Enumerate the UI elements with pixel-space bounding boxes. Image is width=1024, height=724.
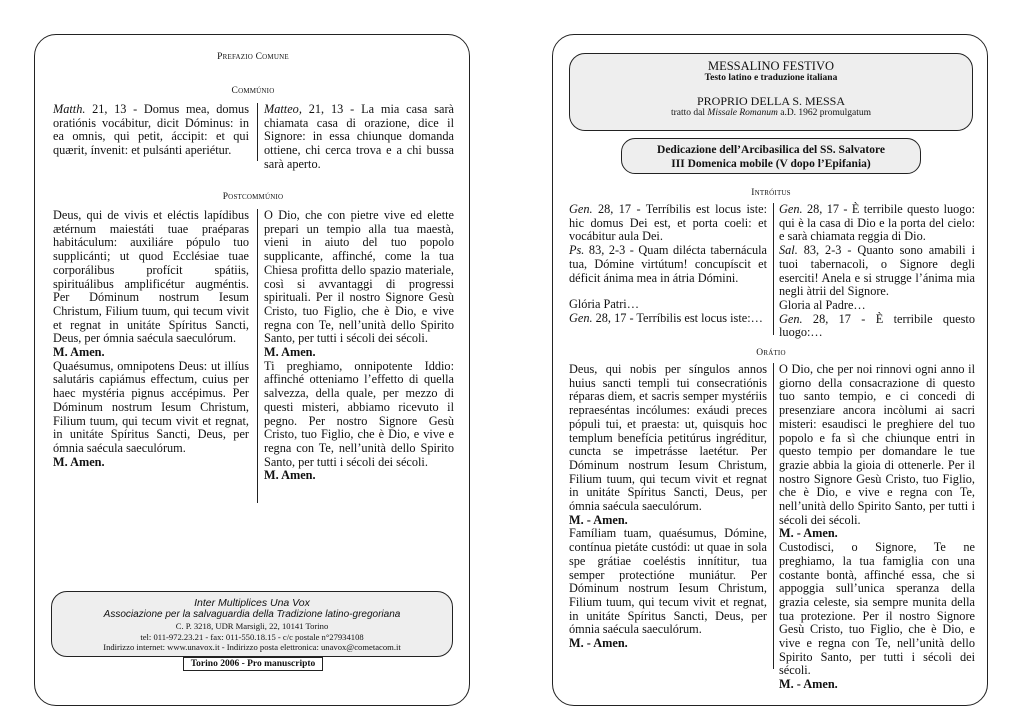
post-it-amen-2: M. Amen. (264, 468, 316, 483)
post-latin-2: Quaésumus, omnipotens Deus: ut illíus salutáris capiámus effectum, cuius per haec mystéria pignus accépimus. Per Dóminum nostrum Iesum Christum, Filium tuum, qui tecum vivit et regnat, in unitáte Spíritus Sancti, Deus, per ómnia saécula saeculórum. (53, 358, 249, 455)
oratio-latin-amen-2: M. - Amen. (569, 636, 628, 651)
postcommunio-italian (264, 209, 454, 483)
column-divider (257, 209, 258, 503)
postcommunio-latin (53, 209, 249, 469)
post-latin-amen-2: M. Amen. (53, 454, 105, 469)
footer-subtitle: Associazione per la salvaguardia della Tradizione latino-gregoriana (103, 609, 401, 620)
post-latin-1: Deus, qui de vivis et eléctis lapídibus ætérnum maiestáti tuae praéparas habitáculum: auxiliáre pópulo tuo supplicánti; ut quod Ecclésiae tuae corporálibus profícit spátiis, spirituálibus amplificétur augméntis. Per Dóminum nostrum Iesum Christum, Filium tuum, qui tecum vivit et regnat in unitáte Spíritus Sancti, Deus, per ómnia saécula saeculórum. (53, 208, 249, 346)
communio-latin-ref: Matth. (53, 102, 86, 116)
oratio-it-2: Custodisci, o Signore, Te ne preghiamo, la tua famiglia con una costante bontà, affinché essa, che si appoggia sull’unica speranza della grazia celeste, sia sempre munita della tua protezione. Per il nostro Signore Gesù Cristo, tuo Figlio, che è Dio, e vive e regna con Te, nell’unità dello Spirito Santo, per tutti i sécoli dei sécoli. (779, 540, 975, 678)
footer-phone: tel: 011-972.23.21 - fax: 011-550.18.15 - c/c postale n°27934108 (140, 631, 364, 642)
right-page (552, 34, 988, 706)
column-divider (257, 103, 258, 161)
left-page (34, 34, 470, 706)
post-it-1: O Dio, che con pietre vive ed elette prepari un tempio alla tua maestà, vieni in aiuto del tuo popolo supplicante, affinché, come la tua Chiesa profitta dello spazio materiale, così si avvantaggi di progressi spirituali. Per il nostro Signore Gesù Cristo, tuo Figlio, che è Dio, e vive regna con Te, nell’unità dello Spirito Santo, per tutti i sécoli dei sécoli. (264, 208, 454, 346)
oratio-latin-2: Famíliam tuam, quaésumus, Dómine, contínua pietáte custódi: ut quae in sola spe grátiae coeléstis innítitur, tua semper protectióne muniátur. Per Dóminum nostrum Iesum Christum, Filium tuum, qui tecum vivit et regnat, in unitáte Spíritus Sancti, Deus, per ómnia saécula saeculórum. (569, 526, 767, 637)
section-prefazio: Prefazio Comune (217, 52, 289, 62)
oratio-latin (569, 363, 767, 651)
section-postcommunio: Postcommúnio (222, 192, 284, 202)
communio-latin-text: 21, 13 - Domus mea, domus oratiónis vocábitur, dicit Dóminus: in ea omnis, qui petit, áccipit: et qui quærit, ínvenit: et pulsánti aperiétur. (53, 102, 249, 158)
occasion-line1: Dedicazione dell’Arcibasilica del SS. Salvatore (657, 144, 885, 156)
oratio-latin-1: Deus, qui nobis per síngulos annos huius sancti templi tui consecratiónis réparas diem, et sacris semper mystériis repraeséntas incólumes: exáudi preces pópuli tui, et praesta: ut, quisquis hoc templum benefícia petitúrus ingréditur, cuncta se impetrásse laetétur. Per Dóminum nostrum Iesum Christum, Filium tuum, qui tecum vivit et regnat in unitáte Spíritus Sancti, Deus, per ómnia saécula saeculórum. (569, 362, 767, 514)
post-it-2: Ti preghiamo, onnipotente Iddio: affinché otteniamo l’effetto di quella salvezza, della quale, per mezzo di questi misteri, abbiamo ricevuto il pegno. Per nostro Signore Gesù Cristo, tuo Figlio, che è Dio, e vive e regna con Te, nell’unità dello Spirito Santo, per tutti i sécoli dei sécoli. (264, 358, 454, 469)
section-oratio: Orátio (756, 348, 786, 358)
introitus-latin: Gen. 28, 17 - Terríbilis est locus iste: hic domus Dei est, et porta coeli: et vocábitur aula Dei. Ps. 83, 2-3 - Quam diléctа tabernácula tua, Dómine virtútum! concupíscit et déficit ánima mea in átria Dómini. Glória Patri… Gen. 28, 17 - Terríbilis est locus iste:… (569, 202, 767, 325)
header-proprio: PROPRIO DELLA S. MESSA (696, 94, 846, 108)
introitus-italian: Gen. 28, 17 - È terribile questo luogo: qui è la casa di Dio e la porta del cielo: e sarà chiamata reggia di Dio. Sal. 83, 2-3 - Quanto sono amabili i tuoi tabernacoli, o Signore degli eserciti! Anela e si strugge l’ánima mia negli àtrii del Signore. Gloria al Padre… Gen. 28, 17 - È terribile questo luogo:… (779, 202, 975, 340)
section-communio: Commúnio (231, 86, 275, 96)
occasion-line2: III Domenica mobile (V dopo l’Epifania) (671, 158, 871, 170)
footer-stamp: Torino 2006 - Pro manuscripto (183, 657, 323, 671)
communio-latin (53, 103, 249, 158)
oratio-it-amen-2: M. - Amen. (779, 677, 838, 692)
communio-it-text: 21, 13 - La mia casa sarà chiamata casa di orazione, dice il Signore: in essa chiunque domanda ottiene, chi cerca trova e a chi bussa sarà aperto. (264, 102, 454, 171)
post-latin-amen-1: M. Amen. (53, 345, 105, 360)
footer-title: Inter Multiplices Una Vox (194, 597, 310, 609)
occasion-box (621, 138, 921, 174)
intro-latin-gloria: Glória Patri… (569, 297, 640, 312)
footer-address: C. P. 3218, UDR Marsigli, 22, 10141 Torino (175, 621, 329, 631)
association-footer (51, 591, 453, 657)
footer-internet: Indirizzo internet: www.unavox.it - Indirizzo posta elettronica: unavox@cometacom.it (103, 642, 401, 652)
post-it-amen-1: M. Amen. (264, 345, 316, 360)
column-divider (773, 363, 774, 669)
header-tratto: tratto dal Missale Romanum a.D. 1962 promulgatum (671, 108, 871, 118)
oratio-italian (779, 363, 975, 692)
missal-header (569, 53, 973, 131)
column-divider (773, 203, 774, 335)
header-title: MESSALINO FESTIVO (707, 59, 835, 73)
section-introitus: Intróitus (751, 188, 791, 198)
header-subtitle: Testo latino e traduzione italiana (704, 73, 838, 83)
communio-it-ref: Matteo, (264, 102, 302, 116)
communio-italian (264, 103, 454, 172)
intro-it-gloria: Gloria al Padre… (779, 297, 866, 312)
oratio-latin-amen-1: M. - Amen. (569, 512, 628, 527)
oratio-it-1: O Dio, che per noi rinnovi ogni anno il giorno della consacrazione di questo tuo santo tempio, e ci concedi di presenziare ancora incòlumi ai sacri misteri: esaudisci le preghiere del tuo popolo e fa sì che chiunque entri in questo tempio per domandare le tue grazie abbia la gioia di ottenerle. Per il nostro Signore Gesù Cristo, tuo Figlio, che è Dio, e vive e regna con Te, nell’unità dello Spirito Santo, per tutti i sécoli dei sécoli. (779, 362, 975, 527)
oratio-it-amen-1: M. - Amen. (779, 526, 838, 541)
